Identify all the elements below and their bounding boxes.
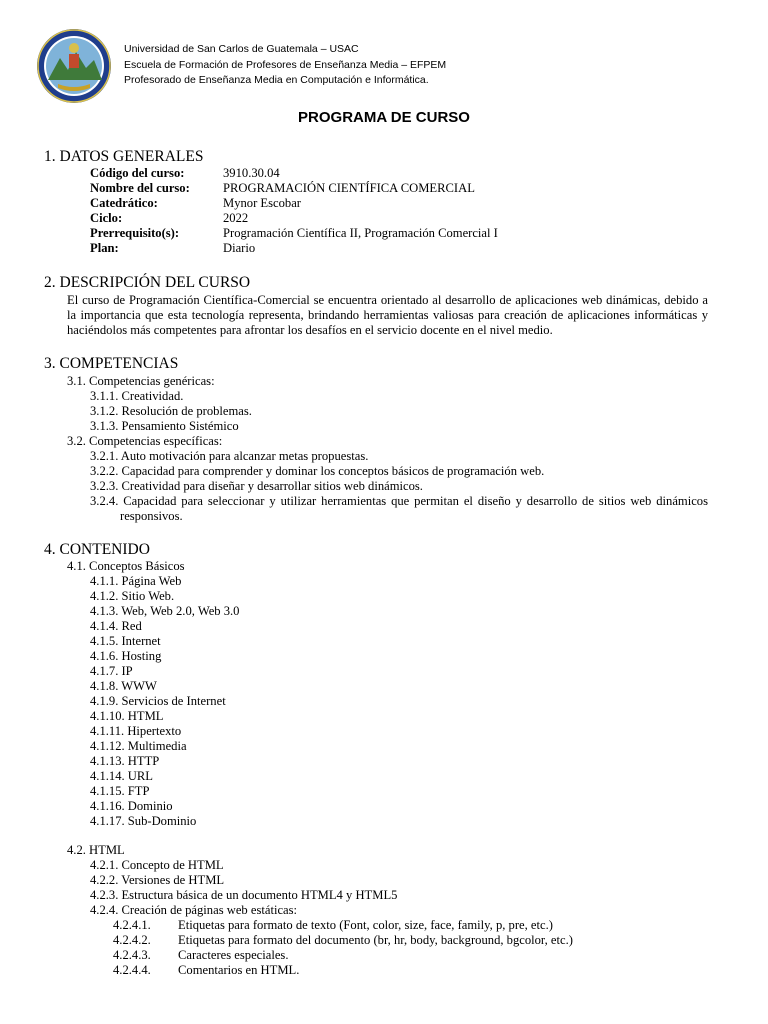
datos-value: PROGRAMACIÓN CIENTÍFICA COMERCIAL: [223, 181, 475, 195]
list-item-wrapped: [90, 494, 708, 524]
datos-label: Plan:: [90, 241, 119, 255]
list-item: 4.2.3. Estructura básica de un documento HTML4 y HTML5: [90, 888, 398, 902]
datos-value: Mynor Escobar: [223, 196, 301, 210]
datos-label: Nombre del curso:: [90, 181, 190, 195]
header-school: Escuela de Formación de Profesores de Enseñanza Media – EFPEM: [124, 58, 447, 71]
list-item: 3.2. Competencias específicas:: [67, 434, 223, 448]
list-item-text: Caracteres especiales.: [178, 948, 289, 962]
list-item: 3.2.2. Capacidad para comprender y dominar los conceptos básicos de programación web.: [90, 464, 545, 478]
list-item: 4.1.6. Hosting: [90, 649, 162, 663]
university-seal-icon: [36, 28, 112, 104]
section-heading-competencias: 3. COMPETENCIAS: [44, 355, 179, 372]
subsection-heading: 4.1. Conceptos Básicos: [67, 559, 185, 573]
list-item-text: Comentarios en HTML.: [178, 963, 300, 977]
list-item: 3.1.1. Creatividad.: [90, 389, 184, 403]
datos-label: Prerrequisito(s):: [90, 226, 180, 240]
list-item: 4.1.5. Internet: [90, 634, 161, 648]
list-item-text: Etiquetas para formato de texto (Font, color, size, face, family, p, pre, etc.): [178, 918, 553, 932]
header-program: Profesorado de Enseñanza Media en Computación e Informática.: [124, 74, 429, 86]
list-item: 3.1.2. Resolución de problemas.: [90, 404, 252, 418]
list-item: 4.1.14. URL: [90, 769, 153, 783]
list-item: 3.2.1. Auto motivación para alcanzar metas propuestas.: [90, 449, 369, 463]
description-paragraph: El curso de Programación Científica-Comercial se encuentra orientado al desarrollo de aplicaciones web dinámicas, debido a la importancia que esta tecnología representa, brindando herramientas valiosas para creación de aplicaciones informáticas y haciéndolos más competentes para afrontar los desafíos en el servicio docente en el nivel medio.: [67, 293, 708, 337]
list-item: 3.1.3. Pensamiento Sistémico: [90, 419, 239, 433]
list-item: 4.1.11. Hipertexto: [90, 724, 182, 738]
list-item-number: 4.2.4.3.: [113, 948, 151, 962]
datos-value: 3910.30.04: [223, 166, 280, 180]
list-item: 4.1.17. Sub-Dominio: [90, 814, 197, 828]
list-item-number: 4.2.4.4.: [113, 963, 151, 977]
datos-value: Diario: [223, 241, 256, 255]
header-lines: [124, 42, 446, 89]
list-item-number: 4.2.4.1.: [113, 918, 151, 932]
list-item: 4.1.7. IP: [90, 664, 133, 678]
section-heading-contenido: 4. CONTENIDO: [44, 541, 150, 558]
datos-label: Ciclo:: [90, 211, 123, 225]
list-item: 3.2.3. Creatividad para diseñar y desarrollar sitios web dinámicos.: [90, 479, 423, 493]
list-item: 4.2.4. Creación de páginas web estáticas:: [90, 903, 298, 917]
section-heading-descripcion: 2. DESCRIPCIÓN DEL CURSO: [44, 274, 251, 291]
datos-label: Código del curso:: [90, 166, 185, 180]
list-item: 4.1.15. FTP: [90, 784, 150, 798]
list-item: 4.2.2. Versiones de HTML: [90, 873, 225, 887]
list-item-number: 4.2.4.2.: [113, 933, 151, 947]
section-heading-datos: 1. DATOS GENERALES: [44, 148, 204, 165]
list-item-text: 3.2.4. Capacidad para seleccionar y utilizar herramientas que permitan el diseño y desarrollo de sitios web dinámicos responsivos.: [90, 494, 708, 523]
datos-label: Catedrático:: [90, 196, 158, 210]
list-item-text: Etiquetas para formato del documento (br, hr, body, background, bgcolor, etc.): [178, 933, 573, 947]
list-item: 3.1. Competencias genéricas:: [67, 374, 215, 388]
list-item: 4.1.2. Sitio Web.: [90, 589, 175, 603]
list-item: 4.1.8. WWW: [90, 679, 157, 693]
list-item: 4.1.3. Web, Web 2.0, Web 3.0: [90, 604, 240, 618]
subsection-heading: 4.2. HTML: [67, 843, 125, 857]
datos-value: Programación Científica II, Programación Comercial I: [223, 226, 498, 240]
document-header: [36, 28, 736, 103]
header-university: Universidad de San Carlos de Guatemala – USAC: [124, 43, 359, 55]
list-item: 4.1.1. Página Web: [90, 574, 182, 588]
list-item: 4.2.1. Concepto de HTML: [90, 858, 224, 872]
list-item: 4.1.4. Red: [90, 619, 142, 633]
datos-value: 2022: [223, 211, 249, 225]
list-item: 4.1.9. Servicios de Internet: [90, 694, 226, 708]
list-item: 4.1.12. Multimedia: [90, 739, 187, 753]
list-item: 4.1.10. HTML: [90, 709, 164, 723]
list-item: 4.1.16. Dominio: [90, 799, 173, 813]
list-item: 4.1.13. HTTP: [90, 754, 160, 768]
page-title: PROGRAMA DE CURSO: [298, 109, 470, 126]
